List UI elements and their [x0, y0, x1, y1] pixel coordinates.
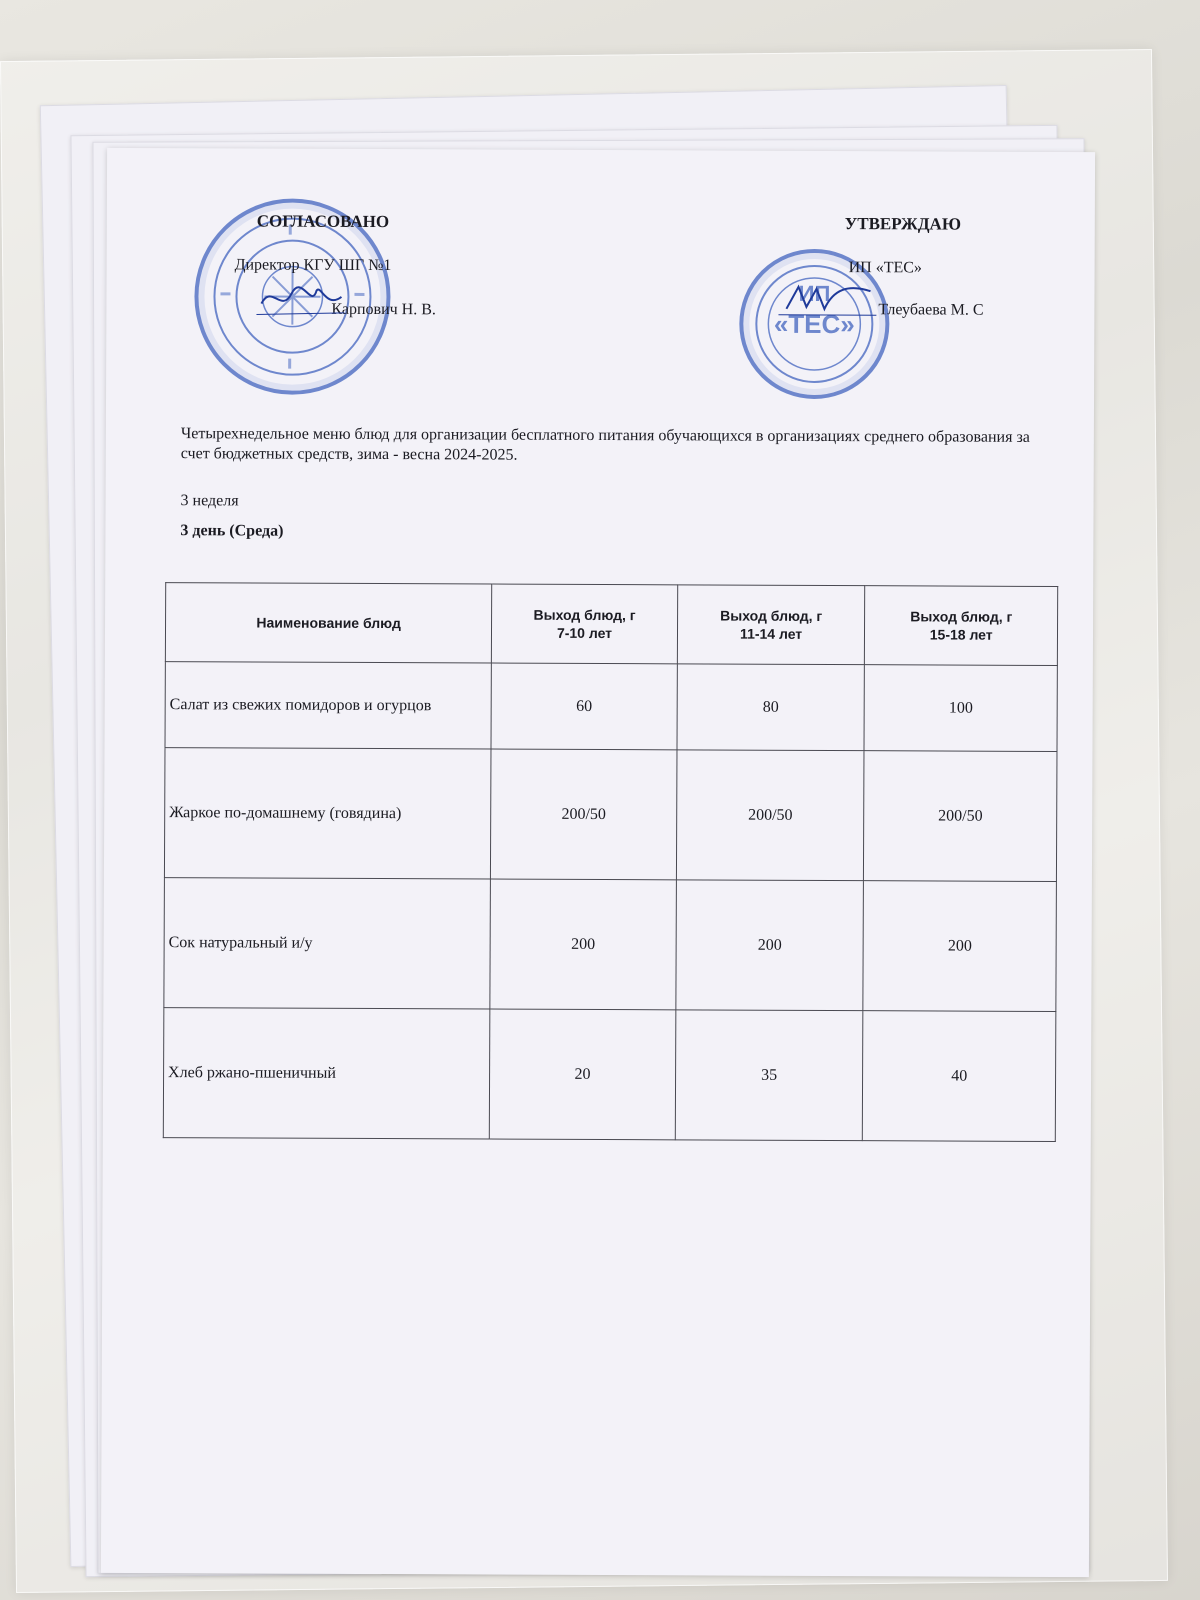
menu-page [101, 148, 1095, 1577]
week-label: 3 неделя [180, 492, 239, 510]
table-header-row [165, 583, 1057, 666]
header-dish-name: Наименование блюд [165, 583, 492, 663]
yield-15-18: 200/50 [864, 751, 1057, 882]
yield-15-18: 100 [864, 665, 1057, 752]
dish-name: Жаркое по-домашнему (говядина) [164, 748, 491, 879]
menu-table [163, 582, 1058, 1142]
yield-11-14: 80 [677, 664, 865, 751]
approve-heading: УТВЕРЖДАЮ [844, 214, 962, 234]
day-label: 3 день (Среда) [180, 522, 284, 540]
header-yield-7-10-text: Выход блюд, г 7-10 лет [533, 606, 636, 642]
table-row [163, 1008, 1056, 1142]
yield-7-10: 200 [490, 879, 676, 1010]
agreed-heading: СОГЛАСОВАНО [256, 211, 390, 232]
header-yield-7-10 [492, 584, 678, 664]
signature-left [256, 279, 346, 319]
yield-15-18: 200 [863, 881, 1056, 1012]
header-yield-11-14 [677, 585, 865, 665]
yield-7-10: 60 [491, 663, 677, 750]
yield-11-14: 200 [676, 880, 864, 1011]
table-row [164, 878, 1057, 1012]
header-yield-15-18-text: Выход блюд, г 15-18 лет [910, 608, 1013, 643]
approve-position: ИП «ТЕС» [848, 259, 922, 277]
dish-name: Хлеб ржано-пшеничный [163, 1008, 490, 1139]
yield-15-18: 40 [863, 1011, 1056, 1142]
dish-name: Салат из свежих помидоров и огурцов [165, 662, 492, 749]
agreed-position: Директор КГУ ШГ №1 [234, 256, 392, 275]
header-yield-15-18 [865, 586, 1058, 666]
yield-11-14: 200/50 [676, 750, 864, 881]
table-row [164, 748, 1057, 882]
header-yield-11-14-text: Выход блюд, г 11-14 лет [720, 607, 823, 642]
menu-description: Четырехнедельное меню блюд для организации бесплатного питания обучающихся в организациях среднего образования за счет бюджетных средств, зима - весна 2024-2025. [180, 425, 1030, 464]
yield-7-10: 20 [489, 1009, 675, 1140]
signature-right [778, 279, 878, 319]
seal-right-center-text: «ТЕС» [773, 308, 855, 340]
yield-7-10: 200/50 [491, 749, 677, 880]
approve-name: Тлеубаева М. С [878, 301, 984, 319]
yield-11-14: 35 [675, 1010, 863, 1141]
seal-right-top-text: ИП [798, 280, 831, 307]
agreed-name: Карпович Н. В. [331, 300, 436, 319]
table-row [165, 662, 1057, 752]
dish-name: Сок натуральный и/у [164, 878, 491, 1009]
